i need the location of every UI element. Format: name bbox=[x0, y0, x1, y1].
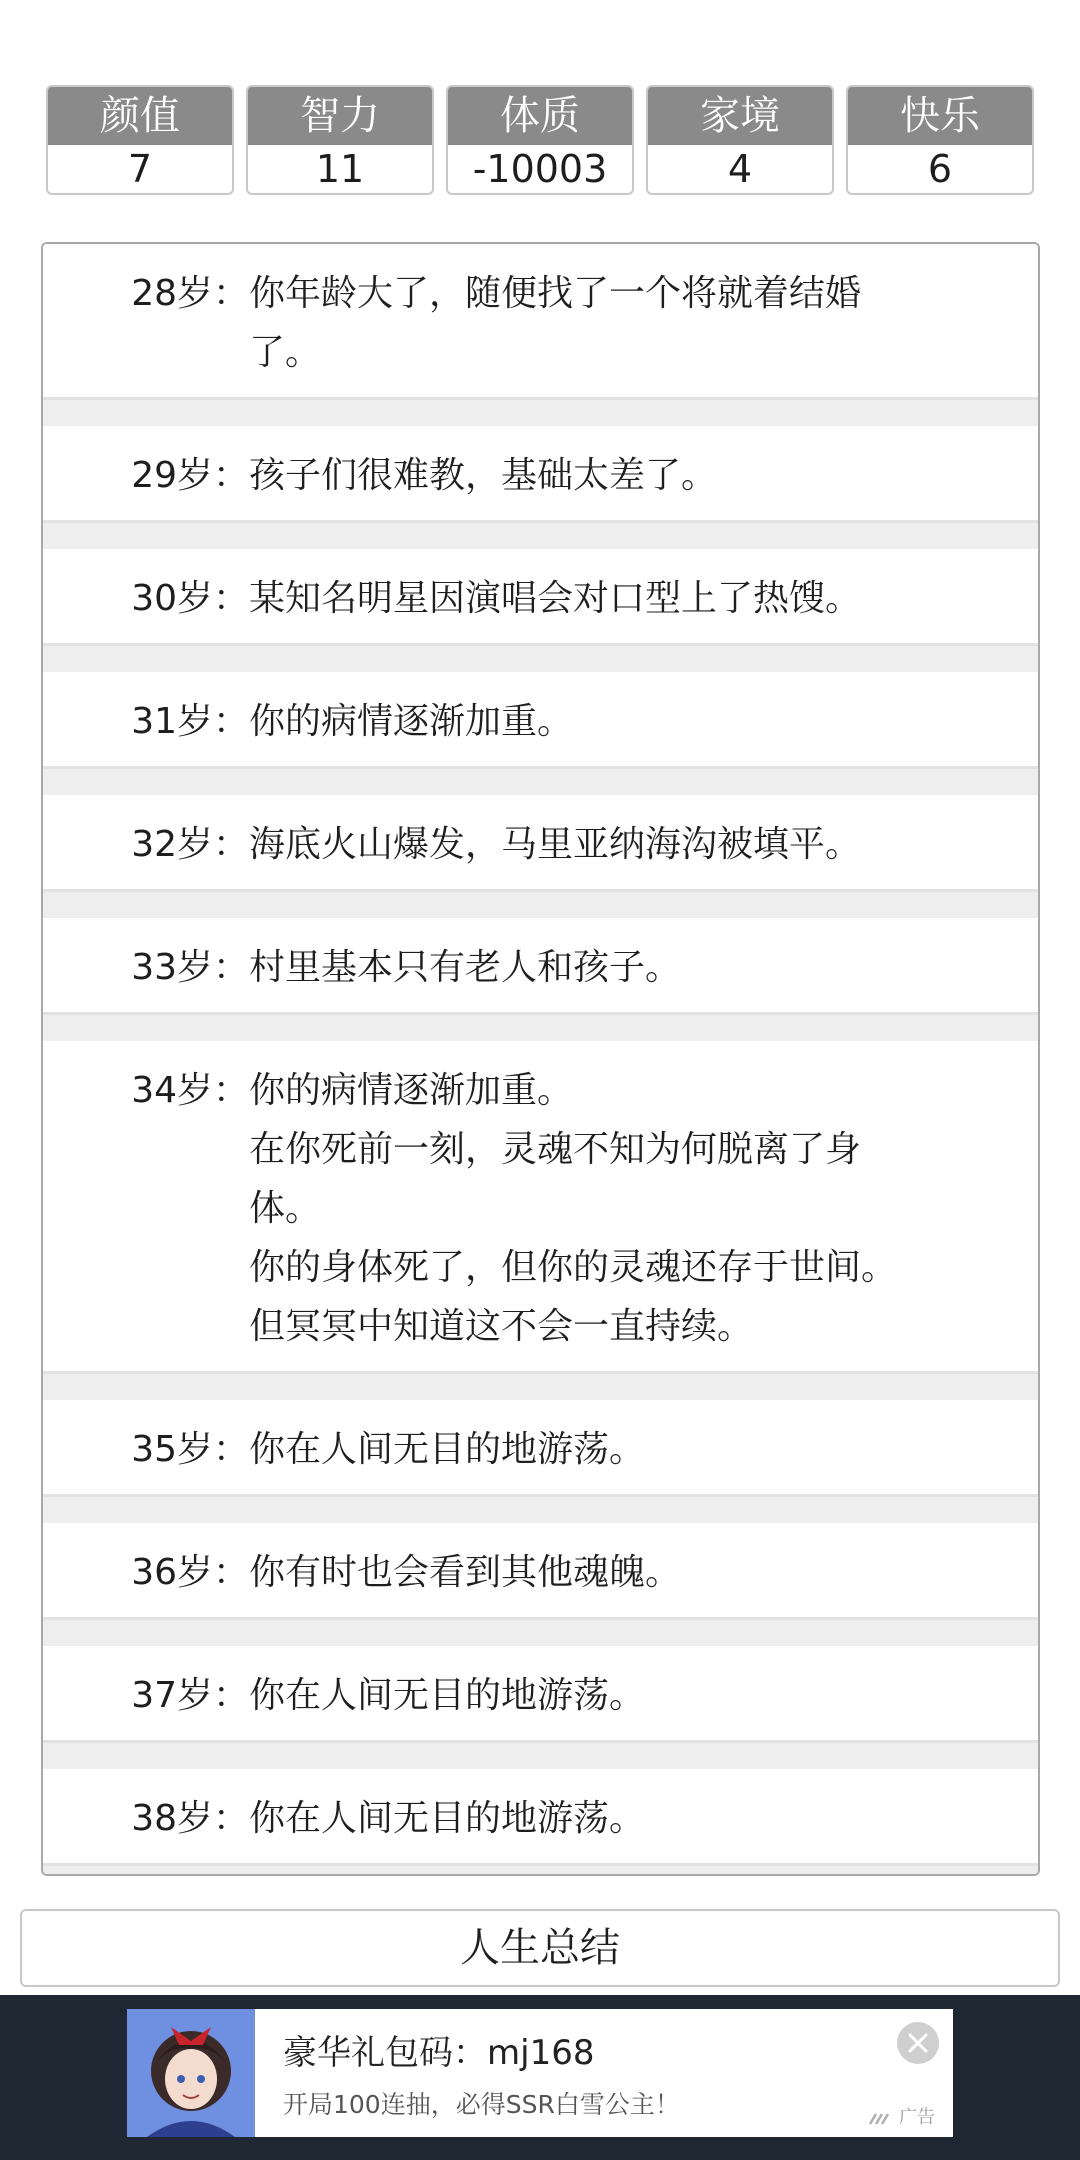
stat-label: 快乐 bbox=[848, 87, 1032, 145]
event-item bbox=[43, 244, 1038, 426]
event-age: 37岁： bbox=[131, 1675, 249, 1716]
event-line: 但冥冥中知道这不会一直持续。 bbox=[249, 1306, 754, 1347]
event-item bbox=[43, 918, 1038, 1041]
event-age: 28岁： bbox=[131, 273, 249, 314]
event-item bbox=[43, 1769, 1038, 1876]
event-item bbox=[43, 1523, 1038, 1646]
event-text bbox=[249, 1543, 1008, 1602]
ad-tag-text: 广告 bbox=[899, 2107, 935, 2128]
event-line: 你在人间无目的地游荡。 bbox=[249, 1429, 646, 1470]
event-age: 38岁： bbox=[131, 1798, 249, 1839]
event-item bbox=[43, 672, 1038, 795]
event-line: 你年龄大了，随便找了一个将就着结婚 bbox=[249, 273, 862, 314]
event-item bbox=[43, 1646, 1038, 1769]
event-age: 36岁： bbox=[131, 1552, 249, 1593]
stat-value: 4 bbox=[727, 147, 753, 191]
event-line: 某知名明星因演唱会对口型上了热馊。 bbox=[249, 578, 862, 619]
event-line: 海底火山爆发，马里亚纳海沟被填平。 bbox=[249, 824, 862, 865]
event-line: 了。 bbox=[249, 332, 322, 373]
event-item bbox=[43, 549, 1038, 672]
stat-value: 11 bbox=[315, 147, 365, 191]
event-line: 你的病情逐渐加重。 bbox=[249, 1070, 574, 1111]
event-text bbox=[249, 1061, 1008, 1356]
ad-banner[interactable] bbox=[127, 2009, 953, 2137]
event-item bbox=[43, 1041, 1038, 1400]
event-item bbox=[43, 426, 1038, 549]
event-age: 29岁： bbox=[131, 455, 249, 496]
event-item bbox=[43, 795, 1038, 918]
stat-constitution bbox=[446, 85, 634, 195]
stat-value: 7 bbox=[127, 147, 153, 191]
stat-appearance bbox=[46, 85, 234, 195]
event-line: 村里基本只有老人和孩子。 bbox=[249, 947, 682, 988]
stat-label: 家境 bbox=[648, 87, 832, 145]
event-line: 在你死前一刻，灵魂不知为何脱离了身 bbox=[249, 1129, 862, 1170]
event-age: 32岁： bbox=[131, 824, 249, 865]
event-line: 你有时也会看到其他魂魄。 bbox=[249, 1552, 682, 1593]
event-age: 31岁： bbox=[131, 701, 249, 742]
event-age: 30岁： bbox=[131, 578, 249, 619]
event-line: 你的身体死了，但你的灵魂还存于世间。 bbox=[249, 1247, 898, 1288]
event-age: 35岁： bbox=[131, 1429, 249, 1470]
event-line: 你在人间无目的地游荡。 bbox=[249, 1675, 646, 1716]
event-list bbox=[43, 244, 1038, 1876]
ad-network-logo-icon bbox=[869, 2111, 895, 2125]
stat-value: -10003 bbox=[472, 147, 608, 191]
ad-thumbnail-image bbox=[127, 2009, 255, 2137]
stat-happiness bbox=[846, 85, 1034, 195]
life-summary-button[interactable]: 人生总结 bbox=[20, 1909, 1060, 1987]
event-line: 体。 bbox=[249, 1188, 322, 1229]
event-text bbox=[249, 1420, 1008, 1479]
ad-banner-bar bbox=[0, 1995, 1080, 2160]
event-text bbox=[249, 815, 1008, 874]
event-age: 34岁： bbox=[131, 1070, 249, 1111]
stat-label: 智力 bbox=[248, 87, 432, 145]
event-text bbox=[249, 264, 1008, 382]
event-line: 你的病情逐渐加重。 bbox=[249, 701, 574, 742]
event-line: 你在人间无目的地游荡。 bbox=[249, 1798, 646, 1839]
stat-label: 体质 bbox=[448, 87, 632, 145]
life-event-log[interactable] bbox=[41, 242, 1040, 1876]
stat-value: 6 bbox=[927, 147, 953, 191]
event-text bbox=[249, 1666, 1008, 1725]
ad-subtitle: 开局100连抽，必得SSR白雪公主！ bbox=[283, 2090, 680, 2119]
event-text bbox=[249, 1789, 1008, 1848]
event-text bbox=[249, 692, 1008, 751]
event-text bbox=[249, 569, 1008, 628]
event-line: 孩子们很难教，基础太差了。 bbox=[249, 455, 718, 496]
stat-label: 颜值 bbox=[48, 87, 232, 145]
attribute-stats bbox=[46, 85, 1034, 195]
event-item bbox=[43, 1400, 1038, 1523]
stat-intelligence bbox=[246, 85, 434, 195]
event-text bbox=[249, 938, 1008, 997]
ad-title: 豪华礼包码：mj168 bbox=[283, 2033, 595, 2073]
close-icon[interactable] bbox=[897, 2022, 939, 2064]
stat-family-wealth bbox=[646, 85, 834, 195]
ad-label bbox=[869, 2107, 935, 2129]
event-age: 33岁： bbox=[131, 947, 249, 988]
event-text bbox=[249, 446, 1008, 505]
